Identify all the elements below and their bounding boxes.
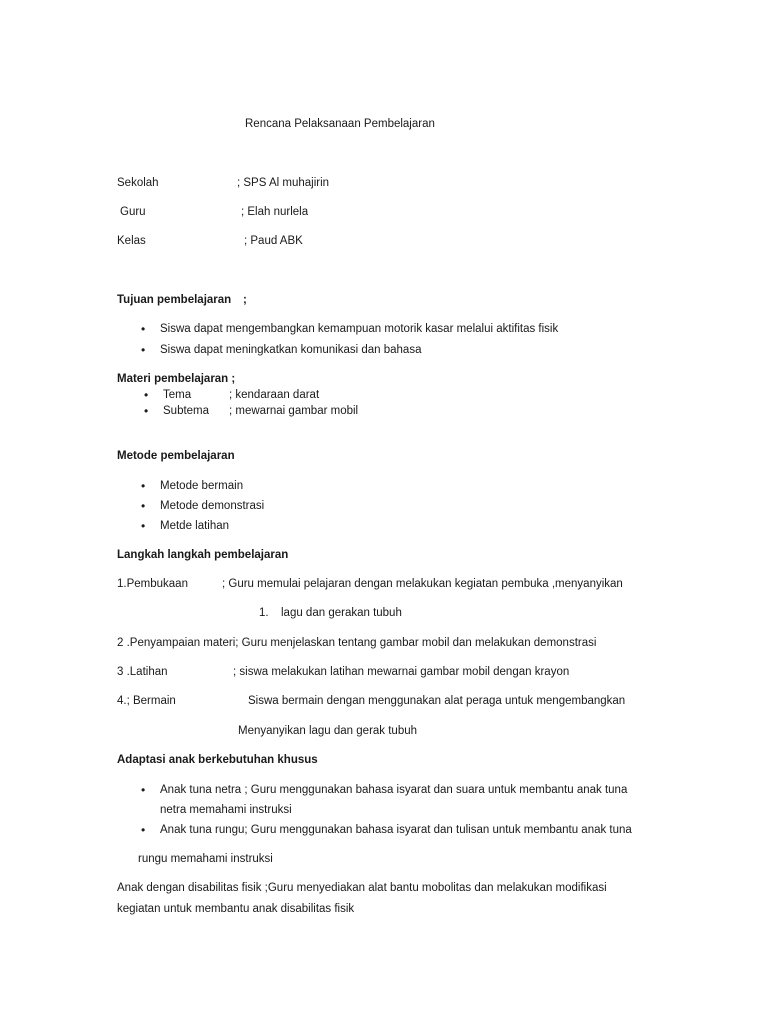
step4-label: 4.; Bermain <box>117 695 176 707</box>
langkah-heading: Langkah langkah pembelajaran <box>117 549 289 561</box>
fisik-line-2: kegiatan untuk membantu anak disabilitas fisik <box>117 903 355 915</box>
bullet-icon: • <box>141 823 146 837</box>
guru-value: ; Elah nurlela <box>241 206 309 218</box>
metode-item-1: Metode bermain <box>160 480 244 492</box>
tema-label: Tema <box>163 389 192 401</box>
metode-item-3: Metde latihan <box>160 520 230 532</box>
tujuan-item-2: Siswa dapat meningkatkan komunikasi dan bahasa <box>160 344 422 356</box>
bullet-icon: • <box>141 343 146 357</box>
sekolah-label: Sekolah <box>117 177 159 189</box>
guru-label: Guru <box>120 206 146 218</box>
kelas-label: Kelas <box>117 235 146 247</box>
fisik-line-1: Anak dengan disabilitas fisik ;Guru menyediakan alat bantu mobolitas dan melakukan modifikasi <box>117 882 607 894</box>
step4-text: Siswa bermain dengan menggunakan alat peraga untuk mengembangkan <box>248 695 626 707</box>
subtema-label: Subtema <box>163 405 210 417</box>
step1-label: 1.Pembukaan <box>117 578 188 590</box>
tema-value: ; kendaraan darat <box>229 389 320 401</box>
tujuan-item-1: Siswa dapat mengembangkan kemampuan motorik kasar melalui aktifitas fisik <box>160 323 559 335</box>
document-title: Rencana Pelaksanaan Pembelajaran <box>245 118 435 130</box>
sekolah-value: ; SPS Al muhajirin <box>237 177 330 189</box>
step1-sub-text: lagu dan gerakan tubuh <box>281 607 402 619</box>
adaptasi-item-2-line-2: rungu memahami instruksi <box>138 853 273 865</box>
tujuan-heading: Tujuan pembelajaran <box>117 294 232 306</box>
bullet-icon: • <box>141 322 146 336</box>
subtema-value: ; mewarnai gambar mobil <box>229 405 359 417</box>
step1-text: ; Guru memulai pelajaran dengan melakukan kegiatan pembuka ,menyanyikan <box>222 578 623 590</box>
bullet-icon: • <box>144 404 149 418</box>
step4-continuation: Menyanyikan lagu dan gerak tubuh <box>238 725 418 737</box>
metode-item-2: Metode demonstrasi <box>160 500 265 512</box>
step2-text: 2 .Penyampaian materi; Guru menjelaskan tentang gambar mobil dan melakukan demonstrasi <box>117 637 597 649</box>
bullet-icon: • <box>141 783 146 797</box>
step3-text: ; siswa melakukan latihan mewarnai gambar mobil dengan krayon <box>233 666 570 678</box>
bullet-icon: • <box>141 499 146 513</box>
adaptasi-item-1-line-2: netra memahami instruksi <box>160 804 292 816</box>
adaptasi-item-2-line-1: Anak tuna rungu; Guru menggunakan bahasa isyarat dan tulisan untuk membantu anak tuna <box>160 824 632 836</box>
step3-label: 3 .Latihan <box>117 666 168 678</box>
adaptasi-heading: Adaptasi anak berkebutuhan khusus <box>117 754 318 766</box>
kelas-value: ; Paud ABK <box>244 235 303 247</box>
step1-sub-number: 1. <box>259 607 269 619</box>
bullet-icon: • <box>144 388 149 402</box>
tujuan-heading-separator: ; <box>243 294 247 306</box>
adaptasi-item-1-line-1: Anak tuna netra ; Guru menggunakan bahasa isyarat dan suara untuk membantu anak tuna <box>160 784 628 796</box>
metode-heading: Metode pembelajaran <box>117 450 235 462</box>
materi-heading: Materi pembelajaran ; <box>117 373 236 385</box>
bullet-icon: • <box>141 479 146 493</box>
bullet-icon: • <box>141 519 146 533</box>
